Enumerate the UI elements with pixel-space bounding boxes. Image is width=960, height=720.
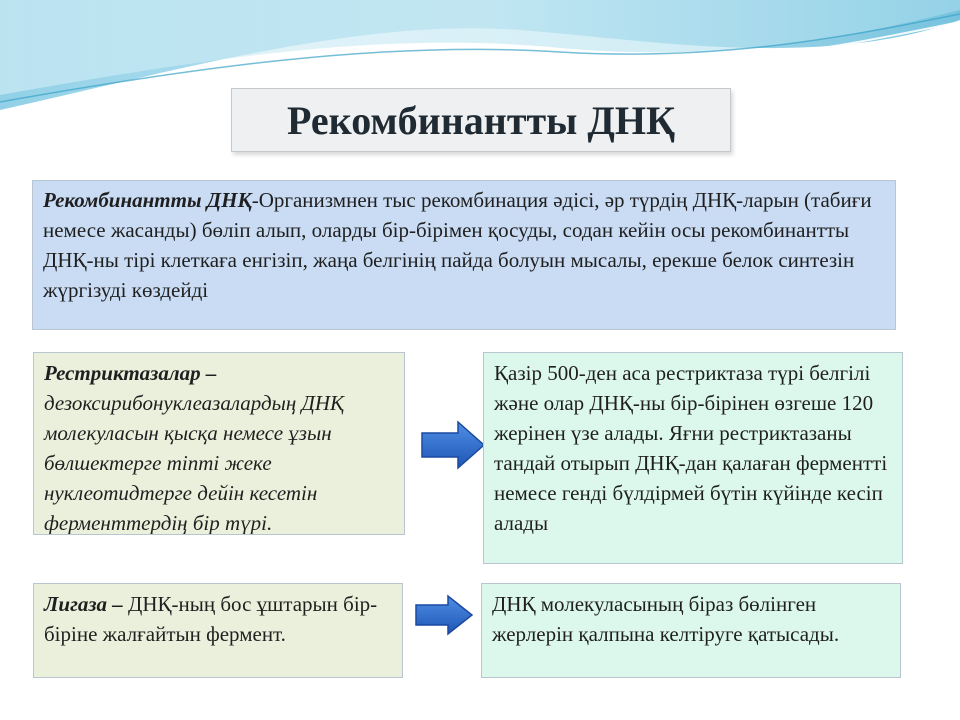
ligase-info-box bbox=[481, 583, 901, 678]
ligase-term: Лигаза – bbox=[44, 592, 123, 616]
ligase-text: ДНҚ-ның бос ұштарын бір-біріне жалғайтын фермент. bbox=[44, 592, 378, 646]
restriction-info-box bbox=[483, 352, 903, 564]
definition-box bbox=[32, 180, 896, 330]
slide-title-box bbox=[231, 88, 731, 152]
restriction-term: Рестриктазалар – bbox=[44, 361, 217, 385]
slide-title: Рекомбинантты ДНҚ bbox=[287, 97, 675, 143]
definition-term: Рекомбинантты ДНҚ bbox=[43, 188, 252, 212]
restriction-info-text: Қазір 500-ден аса рестриктаза түрі белгілі және олар ДНҚ-ны бір-бірінен өзгеше 120 жерінен үзе алады. Яғни рестриктазаны тандай отырып ДНҚ-дан қалаған ферментті немесе генді бүлдірмей бүтін күйінде кесіп алады bbox=[494, 361, 888, 535]
right-arrow-icon bbox=[414, 594, 474, 636]
restriction-box bbox=[33, 352, 405, 535]
definition-text: -Организмнен тыс рекомбинация әдісі, әр түрдің ДНҚ-ларын (табиғи немесе жасанды) бөліп алып, оларды бір-бірімен қосуды, содан кейін осы рекомбинантты ДНҚ-ны тірі клеткаға енгізіп, жаңа белгінің пайда болуын мысалы, ерекше белок синтезін жүргізуді көздейді bbox=[43, 188, 872, 302]
right-arrow-icon bbox=[420, 420, 486, 470]
ligase-info-text: ДНҚ молекуласының біраз бөлінген жерлерін қалпына келтіруге қатысады. bbox=[492, 592, 840, 646]
ligase-box bbox=[33, 583, 403, 678]
restriction-text: дезоксирибонуклеазалардың ДНҚ молекуласын қысқа немесе ұзын бөлшектерге тіпті жеке нуклеотидтерге дейін кесетін ферменттердің бір түрі. bbox=[44, 391, 344, 535]
